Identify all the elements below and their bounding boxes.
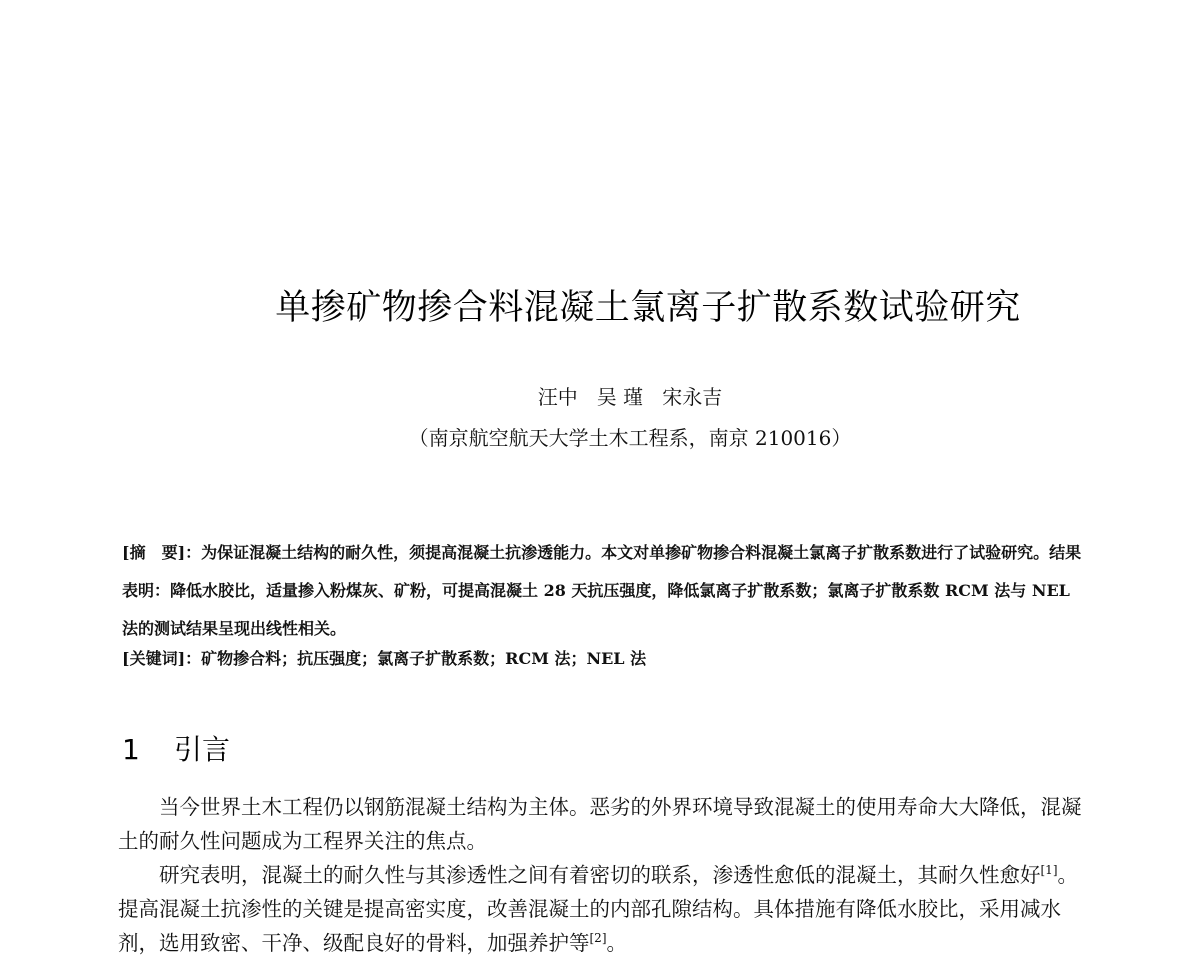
paragraph-2-text-a: 研究表明，混凝土的耐久性与其渗透性之间有着密切的联系，渗透性愈低的混凝土，其耐久性愈好 [159,863,1041,887]
section-heading [122,728,230,768]
body-paragraph-2 [118,858,1090,960]
keywords-block [122,645,1088,673]
abstract-text: 为保证混凝土结构的耐久性，须提高混凝土抗渗透能力。本文对单掺矿物掺合料混凝土氯离子扩散系数进行了试验研究。结果表明：降低水胶比，适量掺入粉煤灰、矿粉，可提高混凝土 28 天抗压强度，降低氯离子扩散系数；氯离子扩散系数 RCM 法与 NEL 法的测试结果呈现出线性相关。 [122,543,1082,638]
paper-title: 单掺矿物掺合料混凝土氯离子扩散系数试验研究 [275,288,1021,328]
abstract-label: [摘 要]： [122,543,202,562]
citation-1: [1] [1040,863,1058,878]
keywords-label: [关键词]： [122,649,202,668]
body-text [118,790,1090,960]
abstract-block [122,534,1088,648]
section-number: 1 [122,733,140,766]
paragraph-2-text-b: 。提高混凝土抗渗性的关键是提高密实度，改善混凝土的内部孔隙结构。具体措施有降低水胶比，采用减水剂，选用致密、干净、级配良好的骨料，加强养护等 [118,863,1078,955]
keywords-text: 矿物掺合料；抗压强度；氯离子扩散系数；RCM 法；NEL 法 [201,649,647,668]
body-paragraph-1: 当今世界土木工程仍以钢筋混凝土结构为主体。恶劣的外界环境导致混凝土的使用寿命大大降低，混凝土的耐久性问题成为工程界关注的焦点。 [118,795,1082,853]
citation-2: [2] [589,931,607,946]
paragraph-2-text-c: 。 [606,931,627,955]
abstract-paragraph [122,534,1088,648]
author-list: 汪中 吴 瑾 宋永吉 [537,385,723,409]
section-title: 引言 [174,733,231,766]
author-affiliation: （南京航空航天大学土木工程系，南京 210016） [408,426,852,450]
